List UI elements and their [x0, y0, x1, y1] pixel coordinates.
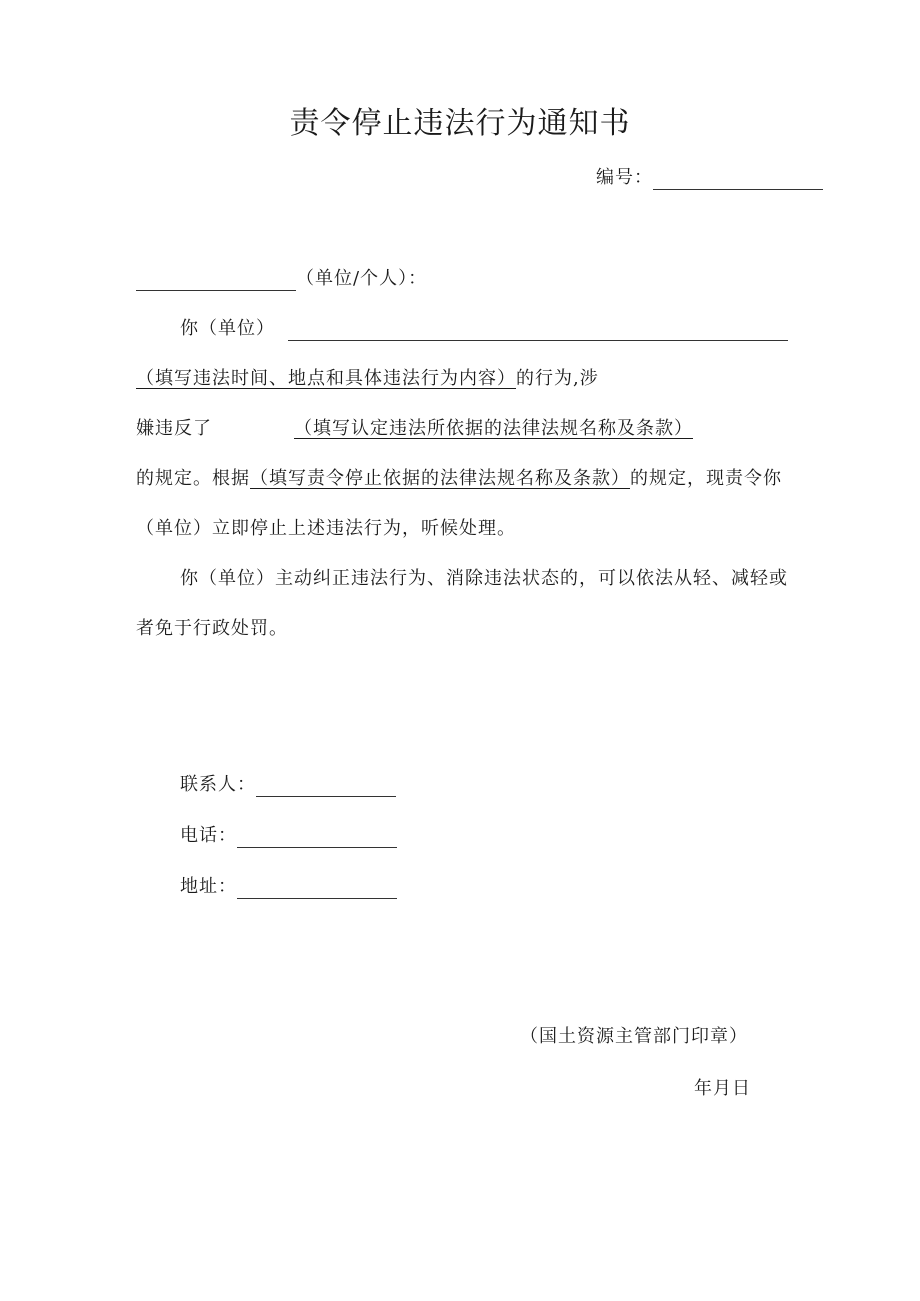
order-basis-field[interactable]: （填写责令停止依据的法律法规名称及条款） [250, 468, 630, 489]
contact-person-row [180, 773, 396, 797]
body-line-2 [136, 367, 599, 391]
addressee-suffix: （单位/个人）： [296, 268, 428, 289]
body-line-6: 你（单位）主动纠正违法行为、消除违法状态的，可以依法从轻、减轻或 [180, 568, 788, 589]
contact-person-label: 联系人： [180, 774, 256, 795]
violation-detail-field[interactable]: （填写违法时间、地点和具体违法行为内容） [136, 368, 516, 389]
contact-phone-label: 电话： [180, 825, 237, 846]
serial-field[interactable] [653, 169, 823, 190]
contact-address-field[interactable] [237, 878, 397, 899]
body-line-4 [136, 467, 782, 491]
contact-address-label: 地址： [180, 876, 237, 897]
body-line-5: （单位）立即停止上述违法行为，听候处理。 [136, 518, 516, 539]
body-line-1 [180, 317, 788, 341]
serial-label: 编号： [596, 167, 653, 188]
unit-name-field[interactable] [288, 320, 788, 341]
contact-person-field[interactable] [256, 776, 396, 797]
line1-prefix: 你（单位） [180, 318, 275, 339]
body-line-3-field-wrap [294, 417, 693, 441]
violated-law-field[interactable]: （填写认定违法所依据的法律法规名称及条款） [294, 418, 693, 439]
addressee-row [136, 267, 427, 291]
serial-row [596, 166, 823, 190]
line2-suffix: 的行为,涉 [516, 368, 599, 389]
contact-phone-field[interactable] [237, 827, 397, 848]
line3-prefix: 嫌违反了 [136, 418, 212, 439]
contact-phone-row [180, 824, 397, 848]
date-placeholder: 年月日 [694, 1078, 751, 1099]
body-line-7: 者免于行政处罚。 [136, 618, 288, 639]
document-title: 责令停止违法行为通知书 [289, 106, 631, 141]
contact-address-row [180, 875, 397, 899]
addressee-field[interactable] [136, 270, 296, 291]
body-line-3 [136, 417, 212, 441]
seal-placeholder: （国土资源主管部门印章） [520, 1026, 748, 1047]
line4-prefix: 的规定。根据 [136, 468, 250, 489]
line4-suffix: 的规定，现责令你 [630, 468, 782, 489]
